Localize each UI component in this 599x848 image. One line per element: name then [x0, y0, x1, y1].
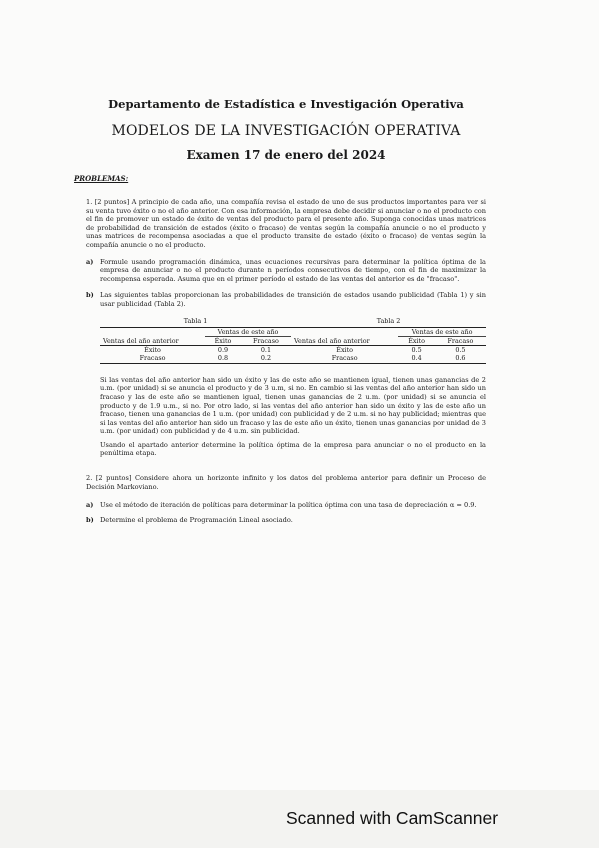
table-row-header: Ventas del año anterior — [100, 336, 205, 345]
table-cell: 0.8 — [205, 354, 241, 363]
course-title: MODELOS DE LA INVESTIGACIÓN OPERATIVA — [111, 123, 461, 139]
part-label: a) — [86, 257, 94, 266]
part-label: b) — [86, 291, 94, 300]
problem-2-part-b-text: Determine el problema de Programación Lineal asociado. — [100, 515, 293, 524]
table-cell: 0.6 — [435, 354, 486, 363]
part-label: b) — [86, 515, 94, 524]
table-corner — [100, 327, 205, 336]
table-2 — [291, 317, 486, 364]
table-row-label: Fracaso — [291, 354, 398, 363]
problem-1-rewards-text: Si las ventas del año anterior han sido un éxito y las de este año se mantienen igual, tienen unas ganancias de 2 u.m. (por unidad) si se anuncia el producto y de 3 u.m, si no. En cambio si las ventas del año anterior han sido un fracaso y las de este año se mantienen igual, tienen unas ganancias de 2 u.m. (por unidad) si se anuncia el producto y de 1.9 u.m., si no. Por otro lado, si las ventas del año anterior han sido un éxito y las de este año un fracaso, tienen una ganancias de 1 u.m. (por unidad) con publicidad y de 2 u.m. si no hay publicidad; mientras que si las ventas del año anterior han sido un fracaso y las de este año un éxito, tienen unas ganancias por unidad de 3 u.m. (por unidad) con publicidad y de 4 u.m. sin publicidad. — [100, 375, 486, 436]
table-corner — [291, 327, 398, 336]
department-heading: Departamento de Estadística e Investigación Operativa — [108, 97, 464, 111]
table-row — [291, 346, 486, 355]
problem-2-part-b — [86, 516, 486, 525]
transition-tables — [100, 317, 486, 364]
problem-1-part-a — [86, 258, 486, 284]
problem-1-part-a-text: Formule usando programación dinámica, unas ecuaciones recursivas para determinar la política óptima de la empresa de anunciar o no el producto durante n períodos consecutivos de tiempo, con el fin de maximizar la recompensa esperada. Asuma que en el primer período el estado de las ventas del anterior es de "fracaso". — [100, 257, 486, 283]
table-row-label: Fracaso — [100, 354, 205, 363]
table-cell: 0.5 — [411, 346, 422, 355]
table-column-header: Fracaso — [435, 336, 486, 345]
table-cell: 0.1 — [260, 346, 272, 355]
problem-1-statement: 1. [2 puntos] A principio de cada año, una compañía revisa el estado de uno de sus productos importantes para ver si su venta tuvo éxito o no el año anterior. Con esa información, la empresa debe decidir si anunciar o no el producto con el fin de promover un estado de éxito de ventas del producto para el presente año. Suponga conocidas unas matrices de probabilidad de transición de estados (éxito o fracaso) de ventas según la compañía anuncie o no el producto y unas matrices de recompensa asociadas a que el producto transite de estado (éxito o fracaso) de ventas según la compañía anuncie o no el producto. — [86, 198, 486, 249]
table-column-header: Fracaso — [241, 336, 291, 345]
exam-date: Examen 17 de enero del 2024 — [186, 148, 386, 162]
part-label: a) — [86, 501, 94, 510]
problem-2-statement: 2. [2 puntos] Considere ahora un horizonte infinito y los datos del problema anterior para definir un Proceso de Decisión Markoviano. — [86, 474, 486, 491]
table-cell: 0.4 — [398, 354, 435, 363]
table-row-label: Éxito — [144, 346, 161, 355]
table-group-header: Ventas de este año — [205, 327, 291, 336]
camscanner-watermark: Scanned with CamScanner — [286, 808, 499, 828]
problem-2-part-a — [86, 501, 486, 510]
table-column-header: Éxito — [398, 336, 435, 345]
table-cell: 0.9 — [217, 346, 229, 355]
table-row — [100, 354, 291, 363]
table-cell: 0.5 — [455, 346, 466, 355]
table-caption: Tabla 1 — [183, 316, 208, 325]
table-row — [291, 354, 486, 363]
problem-1-part-b-text: Las siguientes tablas proporcionan las probabilidades de transición de estados usando publicidad (Tabla 1) y sin usar publicidad (Tabla 2). — [100, 291, 486, 308]
problem-1-part-b — [86, 291, 486, 458]
exam-content — [74, 97, 486, 524]
problem-2-part-a-text: Use el método de iteración de políticas para determinar la política óptima con una tasa de depreciación α = 0.9. — [100, 501, 477, 510]
problem-1-instruction-text: Usando el apartado anterior determine la política óptima de la empresa para anunciar o no el producto en la penúltima etapa. — [100, 440, 486, 458]
table-1 — [100, 317, 291, 364]
table-cell: 0.2 — [241, 354, 291, 363]
table-row-header: Ventas del año anterior — [291, 336, 398, 345]
table-column-header: Éxito — [205, 336, 241, 345]
table-caption: Tabla 2 — [376, 316, 401, 325]
table-row-label: Éxito — [336, 346, 354, 355]
table-group-header: Ventas de este año — [398, 327, 486, 336]
table-row — [100, 346, 291, 355]
section-label: PROBLEMAS: — [74, 174, 129, 183]
